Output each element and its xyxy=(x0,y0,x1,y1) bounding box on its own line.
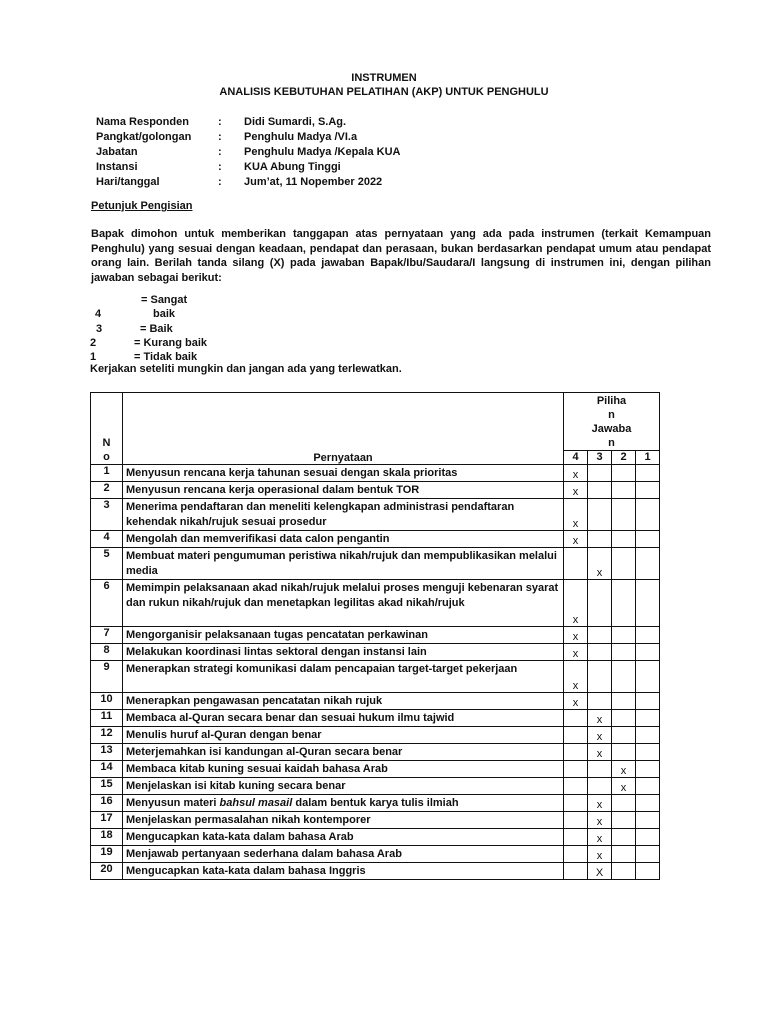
table-row xyxy=(91,846,660,863)
respondent-label: Instansi xyxy=(96,161,138,173)
scale-3-number: 3 xyxy=(96,323,103,335)
answer-cell-1[interactable] xyxy=(636,499,660,531)
respondent-value: Penghulu Madya /Kepala KUA xyxy=(244,146,401,158)
table-row xyxy=(91,829,660,846)
answer-cell-1[interactable] xyxy=(636,531,660,548)
document-title: INSTRUMEN xyxy=(351,72,417,84)
answer-cell-1[interactable] xyxy=(636,846,660,863)
row-number: 16 xyxy=(91,795,123,812)
answer-cell-3[interactable] xyxy=(588,465,612,482)
respondent-row-date xyxy=(96,175,400,190)
table-row xyxy=(91,627,660,644)
row-statement: Membaca al-Quran secara benar dan sesuai hukum ilmu tajwid xyxy=(123,710,564,727)
answer-cell-1[interactable] xyxy=(636,795,660,812)
answer-cell-4[interactable]: x xyxy=(564,465,588,482)
row-number: 9 xyxy=(91,661,123,693)
row-statement: Menyusun rencana kerja operasional dalam bentuk TOR xyxy=(123,482,564,499)
answer-cell-4[interactable] xyxy=(564,863,588,880)
row-number: 8 xyxy=(91,644,123,661)
row-statement: Membuat materi pengumuman peristiwa nikah/rujuk dan mempublikasikan melalui media xyxy=(123,548,564,580)
scale-4-label-cont: baik xyxy=(153,308,176,320)
scale-3-label: = Baik xyxy=(140,323,173,335)
header-score-2: 2 xyxy=(612,451,636,465)
questionnaire-table xyxy=(90,392,660,880)
table-row xyxy=(91,644,660,661)
row-number: 10 xyxy=(91,693,123,710)
answer-cell-3[interactable] xyxy=(588,778,612,795)
row-statement: Menerapkan pengawasan pencatatan nikah rujuk xyxy=(123,693,564,710)
answer-cell-1[interactable] xyxy=(636,580,660,627)
table-row xyxy=(91,482,660,499)
answer-cell-3[interactable] xyxy=(588,661,612,693)
table-row xyxy=(91,548,660,580)
answer-cell-2[interactable] xyxy=(612,693,636,710)
answer-cell-4[interactable] xyxy=(564,744,588,761)
answer-cell-1[interactable] xyxy=(636,863,660,880)
answer-cell-4[interactable]: x xyxy=(564,482,588,499)
row-number: 5 xyxy=(91,548,123,580)
answer-cell-3[interactable] xyxy=(588,580,612,627)
answer-cell-4[interactable] xyxy=(564,795,588,812)
table-row xyxy=(91,761,660,778)
answer-cell-3[interactable] xyxy=(588,482,612,499)
header-answer-choice xyxy=(564,393,660,451)
answer-cell-4[interactable]: x xyxy=(564,693,588,710)
table-row xyxy=(91,531,660,548)
answer-cell-1[interactable] xyxy=(636,465,660,482)
row-statement: Mengorganisir pelaksanaan tugas pencatatan perkawinan xyxy=(123,627,564,644)
scale-4-label: = Sangat xyxy=(141,294,188,306)
row-statement: Meterjemahkan isi kandungan al-Quran secara benar xyxy=(123,744,564,761)
row-statement: Menulis huruf al-Quran dengan benar xyxy=(123,727,564,744)
answer-cell-2[interactable] xyxy=(612,548,636,580)
respondent-colon: : xyxy=(218,161,222,173)
answer-cell-4[interactable] xyxy=(564,812,588,829)
answer-cell-3[interactable]: x xyxy=(588,727,612,744)
scale-4-number: 4 xyxy=(95,308,102,320)
row-statement: Menjawab pertanyaan sederhana dalam bahasa Arab xyxy=(123,846,564,863)
respondent-row-rank xyxy=(96,130,400,145)
answer-cell-1[interactable] xyxy=(636,744,660,761)
header-score-1: 1 xyxy=(636,451,660,465)
row-statement: Mengucapkan kata-kata dalam bahasa Inggris xyxy=(123,863,564,880)
row-number: 13 xyxy=(91,744,123,761)
answer-cell-2[interactable]: x xyxy=(612,761,636,778)
row-number: 18 xyxy=(91,829,123,846)
answer-cell-2[interactable] xyxy=(612,812,636,829)
row-statement: Melakukan koordinasi lintas sektoral dengan instansi lain xyxy=(123,644,564,661)
answer-cell-2[interactable] xyxy=(612,710,636,727)
answer-cell-3[interactable]: X xyxy=(588,863,612,880)
answer-cell-2[interactable] xyxy=(612,465,636,482)
answer-cell-1[interactable] xyxy=(636,548,660,580)
respondent-row-agency xyxy=(96,160,400,175)
respondent-label: Jabatan xyxy=(96,146,138,158)
table-row xyxy=(91,812,660,829)
questionnaire-body xyxy=(91,465,660,880)
table-row xyxy=(91,661,660,693)
header-answer-line: n xyxy=(608,408,615,421)
row-number: 12 xyxy=(91,727,123,744)
header-statement: Pernyataan xyxy=(123,393,564,465)
answer-cell-3[interactable]: x xyxy=(588,846,612,863)
table-row xyxy=(91,465,660,482)
header-number-line1: N xyxy=(102,437,111,449)
answer-cell-3[interactable]: x xyxy=(588,795,612,812)
answer-cell-1[interactable] xyxy=(636,778,660,795)
answer-cell-2[interactable] xyxy=(612,482,636,499)
answer-cell-1[interactable] xyxy=(636,627,660,644)
answer-cell-4[interactable]: x xyxy=(564,580,588,627)
instructions-text: Bapak dimohon untuk memberikan tanggapan atas pernyataan yang ada pada instrumen (terkait Kemampuan Penghulu) yang sesuai dengan keadaan, pendapat dan perasaan, bukan berdasarkan pendapat umum atau pendapat orang lain. Berilah tanda silang (X) pada jawaban Bapak/Ibu/Saudara/I langsung di instrumen ini, dengan pilihan jawaban sebagai berikut: xyxy=(91,228,711,284)
answer-cell-1[interactable] xyxy=(636,727,660,744)
respondent-label: Hari/tanggal xyxy=(96,176,160,188)
answer-cell-4[interactable]: x xyxy=(564,531,588,548)
completion-note: Kerjakan seteliti mungkin dan jangan ada yang terlewatkan. xyxy=(90,363,402,375)
row-number: 1 xyxy=(91,465,123,482)
table-row xyxy=(91,778,660,795)
answer-cell-4[interactable]: x xyxy=(564,499,588,531)
respondent-colon: : xyxy=(218,176,222,188)
answer-cell-4[interactable] xyxy=(564,829,588,846)
answer-cell-4[interactable]: x xyxy=(564,627,588,644)
scale-2-label: = Kurang baik xyxy=(134,337,208,349)
respondent-value: Didi Sumardi, S.Ag. xyxy=(244,116,347,128)
row-number: 4 xyxy=(91,531,123,548)
answer-cell-4[interactable] xyxy=(564,778,588,795)
respondent-info xyxy=(96,115,400,190)
answer-cell-2[interactable] xyxy=(612,846,636,863)
row-statement: Menyusun rencana kerja tahunan sesuai dengan skala prioritas xyxy=(123,465,564,482)
answer-cell-2[interactable] xyxy=(612,829,636,846)
answer-cell-3[interactable]: x xyxy=(588,744,612,761)
respondent-label: Pangkat/golongan xyxy=(96,131,192,143)
respondent-row-position xyxy=(96,145,400,160)
row-number: 17 xyxy=(91,812,123,829)
answer-cell-3[interactable]: x xyxy=(588,829,612,846)
answer-cell-1[interactable] xyxy=(636,812,660,829)
row-statement xyxy=(123,795,564,812)
document-subtitle: ANALISIS KEBUTUHAN PELATIHAN (AKP) UNTUK PENGHULU xyxy=(219,86,549,98)
answer-cell-4[interactable]: x xyxy=(564,644,588,661)
answer-cell-3[interactable]: x xyxy=(588,710,612,727)
answer-cell-2[interactable] xyxy=(612,499,636,531)
answer-cell-3[interactable]: x xyxy=(588,812,612,829)
answer-cell-3[interactable] xyxy=(588,499,612,531)
answer-cell-1[interactable] xyxy=(636,710,660,727)
row-number: 6 xyxy=(91,580,123,627)
row-statement: Menjelaskan permasalahan nikah kontemporer xyxy=(123,812,564,829)
scale-2-number: 2 xyxy=(90,337,97,349)
table-row xyxy=(91,744,660,761)
header-answer-line: Jawaba xyxy=(591,422,632,435)
row-statement: Menerapkan strategi komunikasi dalam pencapaian target-target pekerjaan xyxy=(123,661,564,693)
answer-cell-2[interactable] xyxy=(612,863,636,880)
table-row xyxy=(91,710,660,727)
row-statement-part: Menyusun materi xyxy=(126,797,220,809)
answer-cell-4[interactable] xyxy=(564,846,588,863)
respondent-colon: : xyxy=(218,131,222,143)
row-number: 2 xyxy=(91,482,123,499)
instructions-heading: Petunjuk Pengisian xyxy=(91,200,193,212)
answer-cell-4[interactable] xyxy=(564,710,588,727)
answer-cell-2[interactable]: x xyxy=(612,778,636,795)
answer-cell-1[interactable] xyxy=(636,761,660,778)
answer-cell-3[interactable] xyxy=(588,644,612,661)
scale-1-label: = Tidak baik xyxy=(134,351,198,363)
answer-cell-3[interactable] xyxy=(588,761,612,778)
header-score-4: 4 xyxy=(564,451,588,465)
answer-cell-4[interactable]: x xyxy=(564,661,588,693)
respondent-colon: : xyxy=(218,116,222,128)
answer-cell-3[interactable] xyxy=(588,693,612,710)
answer-cell-2[interactable] xyxy=(612,661,636,693)
header-answer-line: Piliha xyxy=(596,394,627,407)
row-statement: Membaca kitab kuning sesuai kaidah bahasa Arab xyxy=(123,761,564,778)
answer-cell-2[interactable] xyxy=(612,795,636,812)
answer-cell-2[interactable] xyxy=(612,644,636,661)
answer-cell-1[interactable] xyxy=(636,644,660,661)
row-statement-part: dalam bentuk karya tulis ilmiah xyxy=(292,797,459,809)
respondent-value: KUA Abung Tinggi xyxy=(244,161,341,173)
row-number: 11 xyxy=(91,710,123,727)
row-statement: Memimpin pelaksanaan akad nikah/rujuk melalui proses menguji kebenaran syarat dan rukun nikah/rujuk dan menetapkan legilitas akad nikah/rujuk xyxy=(123,580,564,627)
answer-cell-2[interactable] xyxy=(612,531,636,548)
answer-cell-4[interactable] xyxy=(564,727,588,744)
answer-cell-1[interactable] xyxy=(636,482,660,499)
answer-cell-4[interactable] xyxy=(564,548,588,580)
row-number: 19 xyxy=(91,846,123,863)
row-statement: Menjelaskan isi kitab kuning secara benar xyxy=(123,778,564,795)
answer-cell-1[interactable] xyxy=(636,693,660,710)
table-row xyxy=(91,727,660,744)
row-number: 7 xyxy=(91,627,123,644)
answer-cell-2[interactable] xyxy=(612,727,636,744)
row-number: 20 xyxy=(91,863,123,880)
answer-cell-3[interactable]: x xyxy=(588,548,612,580)
respondent-label: Nama Responden xyxy=(96,116,189,128)
row-statement: Mengucapkan kata-kata dalam bahasa Arab xyxy=(123,829,564,846)
answer-cell-2[interactable] xyxy=(612,627,636,644)
row-statement: Mengolah dan memverifikasi data calon pengantin xyxy=(123,531,564,548)
header-number xyxy=(91,393,123,465)
answer-cell-3[interactable] xyxy=(588,531,612,548)
answer-cell-1[interactable] xyxy=(636,829,660,846)
row-statement: Menerima pendaftaran dan meneliti kelengkapan administrasi pendaftaran kehendak nikah/rujuk sesuai prosedur xyxy=(123,499,564,531)
table-row xyxy=(91,693,660,710)
answer-cell-2[interactable] xyxy=(612,744,636,761)
respondent-value: Jum’at, 11 Nopember 2022 xyxy=(244,176,383,188)
table-row xyxy=(91,795,660,812)
answer-cell-2[interactable] xyxy=(612,580,636,627)
table-row xyxy=(91,863,660,880)
header-answer-line: n xyxy=(608,436,615,449)
table-row xyxy=(91,580,660,627)
respondent-value: Penghulu Madya /VI.a xyxy=(244,131,358,143)
answer-cell-4[interactable] xyxy=(564,761,588,778)
respondent-row-name xyxy=(96,115,400,130)
answer-cell-1[interactable] xyxy=(636,661,660,693)
row-number: 14 xyxy=(91,761,123,778)
answer-cell-3[interactable] xyxy=(588,627,612,644)
row-number: 15 xyxy=(91,778,123,795)
scale-1-number: 1 xyxy=(90,351,97,363)
row-number: 3 xyxy=(91,499,123,531)
header-score-3: 3 xyxy=(588,451,612,465)
header-number-line2: o xyxy=(103,451,110,463)
respondent-colon: : xyxy=(218,146,222,158)
table-row xyxy=(91,499,660,531)
row-statement-italic: bahsul masail xyxy=(219,797,293,809)
